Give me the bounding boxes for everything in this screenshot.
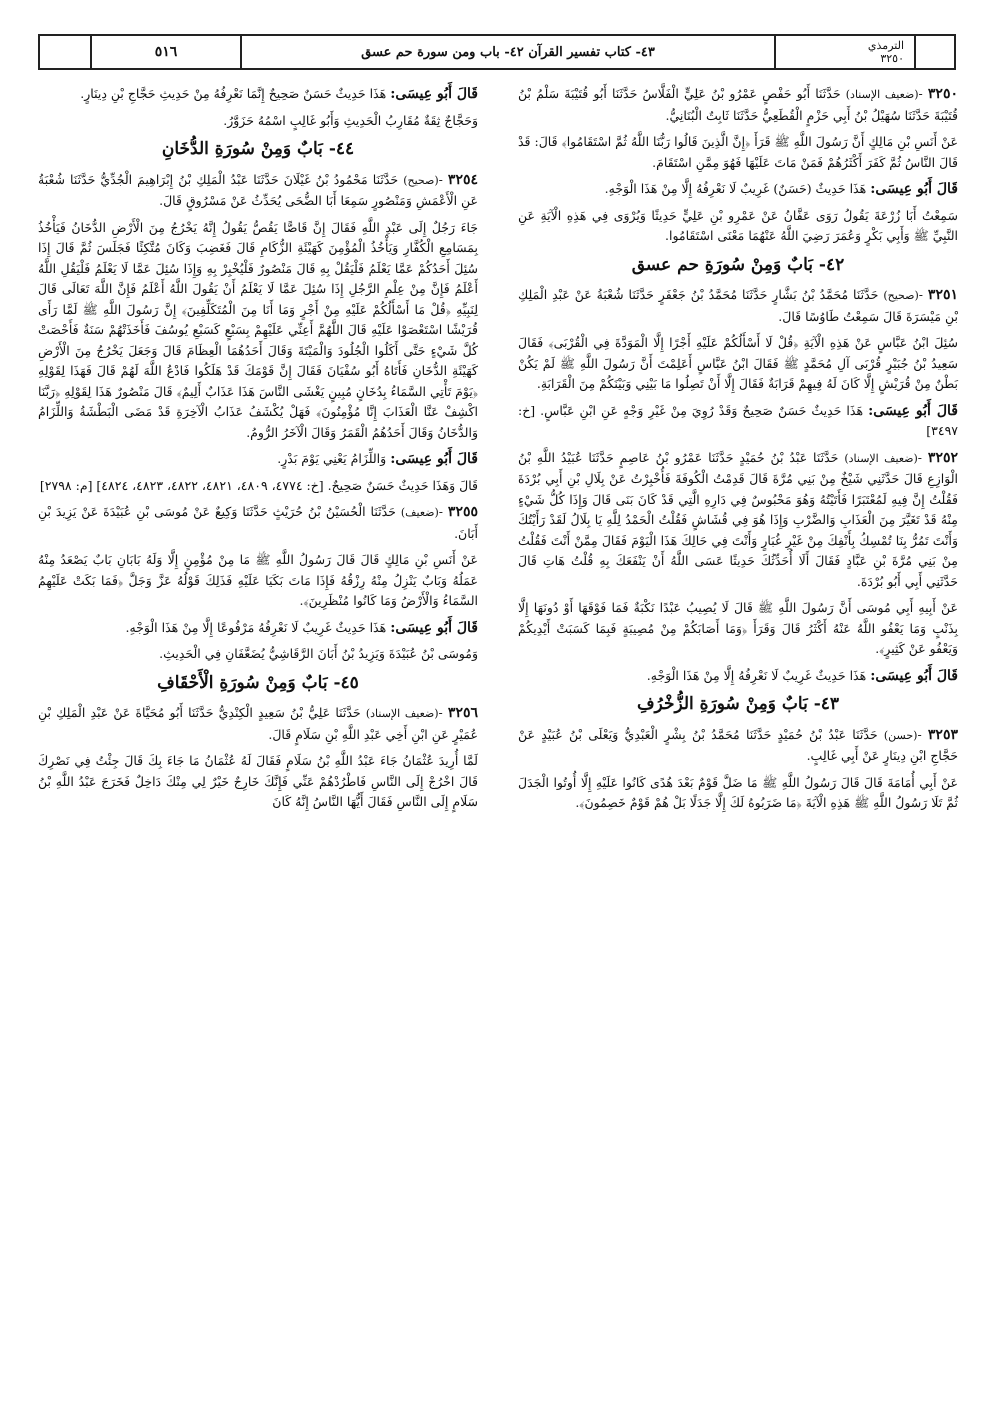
chapter-heading: ٤٥- بَابٌ وَمِنْ سُورَةِ الْأَحْقَافِ xyxy=(157,672,359,693)
hadith-isnad: حَدَّثَنَا أَبُو حَفْصٍ عَمْرُو بْنُ عَلِيٍّ الْفَلَّاسُ حَدَّثَنَا أَبُو قُتَيْبَةَ سَلْمُ بْنُ قُتَيْبَةَ حَدَّثَنَا سُهَيْلُ بْنُ أَبِي حَزْمٍ الْقُطَعِيُّ حَدَّثَنَا ثَابِتٌ الْبُنَانِيُّ. xyxy=(518,86,958,123)
header-reference xyxy=(774,36,914,68)
running-title: ٤٣- كتاب تفسير القرآن ٤٢- باب ومن سورة حم عسق xyxy=(240,36,774,68)
hadith-matn: عَنْ أَبِيهِ أَبِي مُوسَى أَنَّ رَسُولَ اللَّهِ ﷺ قَالَ لَا يُصِيبُ عَبْدًا نَكْبَةٌ فَمَا فَوْقَهَا أَوْ دُونَهَا إِلَّا بِذَنْبٍ وَمَا يَعْفُو اللَّهُ عَنْهُ أَكْثَرُ قَالَ وَقَرَأَ ﴿وَمَا أَصَابَكُمْ مِنْ مُصِيبَةٍ فَبِمَا كَسَبَتْ أَيْدِيكُمْ وَيَعْفُو عَنْ كَثِيرٍ﴾. xyxy=(518,600,958,656)
hadith-grade: (صحيح) xyxy=(403,173,439,187)
abu-isa-comment xyxy=(518,179,958,200)
reference-number: ٣٢٥٠ xyxy=(880,52,904,65)
hadith-note: سَمِعْتُ أَبَا زُرْعَةَ يَقُولُ رَوَى عَفَّانُ عَنْ عَمْرِو بْنِ عَلِيٍّ حَدِيثًا وَيُرْوَى فِي هَذِهِ الْآيَةِ عَنِ النَّبِيِّ ﷺ وَأَبِي بَكْرٍ وَعُمَرَ رَضِيَ اللَّهُ عَنْهُمَا مَعْنَى اسْتَقَامُوا. xyxy=(518,207,958,243)
comment-text: هَذَا حَدِيثٌ (حَسَنٌ) غَرِيبٌ لَا نَعْرِفُهُ إِلَّا مِنْ هَذَا الْوَجْهِ. xyxy=(604,181,867,196)
abu-isa-comment xyxy=(38,84,478,105)
chapter-heading: ٤٢- بَابٌ وَمِنْ سُورَةِ حم عسق xyxy=(631,254,845,275)
abu-isa-comment xyxy=(518,401,958,442)
hadith-number: ٣٢٥٣ xyxy=(927,726,958,743)
hadith-3250: ٣٢٥٠ -(ضعيف الإسناد) حَدَّثَنَا أَبُو حَفْصٍ عَمْرُو بْنُ عَلِيٍّ الْفَلَّاسُ حَدَّثَنَا أَبُو قُتَيْبَةَ سَلْمُ بْنُ قُتَيْبَةَ حَدَّثَنَا سُهَيْلُ بْنُ أَبِي حَزْمٍ الْقُطَعِيُّ حَدَّثَنَا ثَابِتٌ الْبُنَانِيُّ. xyxy=(518,86,958,123)
hadith-number: ٣٢٥٦ xyxy=(447,705,478,721)
hadith-3252: ٣٢٥٢ -(ضعيف الإسناد) حَدَّثَنَا عَبْدُ بْنُ حُمَيْدٍ حَدَّثَنَا عَمْرُو بْنُ عَاصِمٍ حَدَّثَنَا عُبَيْدُ اللَّهِ بْنُ الْوَازِعِ قَالَ حَدَّثَنِي شَيْخٌ مِنْ بَنِي مُرَّةَ قَالَ قَدِمْتُ الْكُوفَةَ فَأُخْبِرْتُ عَنْ بِلَالِ بْنِ أَبِي بُرْدَةَ فَقُلْتُ إِنَّ فِيهِ لَمُعْتَبَرًا فَأَتَيْتُهُ وَهُوَ مَحْبُوسٌ فِي دَارِهِ الَّتِي قَدْ كَانَ بَنَى قَالَ وَإِذَا كُلُّ شَيْءٍ مِنْهُ قَدْ تَغَيَّرَ مِنَ الْعَذَابِ وَالضَّرْبِ وَإِذَا هُوَ فِي قُشَاشٍ فَقُلْتُ الْحَمْدُ لِلَّهِ يَا بِلَالُ لَقَدْ رَأَيْتُكَ وَأَنْتَ تَمُرُّ بِنَا تُمْسِكُ بِأَنْفِكَ مِنْ غَيْرِ غُبَارٍ وَأَنْتَ فِي حَالِكَ هَذَا الْيَوْمَ فَقَالَ مِمَّنْ أَنْتَ فَقُلْتُ مِنْ بَنِي مُرَّةَ بْنِ عَبَّادٍ فَقَالَ أَلَا أُحَدِّثُكَ حَدِيثًا عَسَى اللَّهُ أَنْ يَنْفَعَكَ بِهِ قُلْتُ هَاتِ قَالَ حَدَّثَنِي أَبِي أَبُو بُرْدَةَ. xyxy=(518,449,958,589)
hadith-note: وَمُوسَى بْنُ عُبَيْدَةَ وَيَزِيدُ بْنُ أَبَانَ الرَّقَاشِيُّ يُضَعَّفَانِ فِي الْحَدِيثِ. xyxy=(159,646,478,661)
hadith-grade: (ضعيف الإسناد) xyxy=(845,88,919,101)
hadith-number: ٣٢٥١ xyxy=(927,287,958,303)
comment-text: هَذَا حَدِيثٌ حَسَنٌ صَحِيحٌ وَقَدْ رُوِيَ مِنْ غَيْرِ وَجْهٍ عَنِ ابْنِ عَبَّاسٍ. [خ: ٣٤٩٧] xyxy=(518,402,958,438)
hadith-3251: ٣٢٥١ -(صحيح) حَدَّثَنَا مُحَمَّدُ بْنُ بَشَّارٍ حَدَّثَنَا مُحَمَّدُ بْنُ جَعْفَرٍ حَدَّثَنَا شُعْبَةُ عَنْ عَبْدِ الْمَلِكِ بْنِ مَيْسَرَةَ قَالَ سَمِعْتُ طَاوُسًا قَالَ. xyxy=(518,287,958,324)
abu-isa-label: قَالَ أَبُو عِيسَى: xyxy=(390,619,478,636)
hadith-matn: عَنْ أَبِي أُمَامَةَ قَالَ قَالَ رَسُولُ اللَّهِ ﷺ مَا ضَلَّ قَوْمٌ بَعْدَ هُدًى كَانُوا عَلَيْهِ إِلَّا أُوتُوا الْجَدَلَ ثُمَّ تَلَا رَسُولُ اللَّهِ ﷺ هَذِهِ الْآيَةَ ﴿مَا ضَرَبُوهُ لَكَ إِلَّا جَدَلًا بَلْ هُمْ قَوْمٌ خَصِمُونَ﴾. xyxy=(518,774,958,810)
chapter-heading: ٤٣- بَابٌ وَمِنْ سُورَةِ الزُّخْرُفِ xyxy=(636,694,840,714)
abu-isa-comment xyxy=(38,449,478,470)
hadith-number: ٣٢٥٤ xyxy=(447,171,478,188)
hadith-isnad: حَدَّثَنَا عَبْدُ بْنُ حُمَيْدٍ حَدَّثَنَا عَمْرُو بْنُ عَاصِمٍ حَدَّثَنَا عُبَيْدُ اللَّهِ بْنُ الْوَازِعِ قَالَ حَدَّثَنِي شَيْخٌ مِنْ بَنِي مُرَّةَ قَالَ قَدِمْتُ الْكُوفَةَ فَأُخْبِرْتُ عَنْ بِلَالِ بْنِ أَبِي بُرْدَةَ فَقُلْتُ إِنَّ فِيهِ لَمُعْتَبَرًا فَأَتَيْتُهُ وَهُوَ مَحْبُوسٌ فِي دَارِهِ الَّتِي قَدْ كَانَ بَنَى قَالَ وَإِذَا كُلُّ شَيْءٍ مِنْهُ قَدْ تَغَيَّرَ مِنَ الْعَذَابِ وَالضَّرْبِ وَإِذَا هُوَ فِي قُشَاشٍ فَقُلْتُ الْحَمْدُ لِلَّهِ يَا بِلَالُ لَقَدْ رَأَيْتُكَ وَأَنْتَ تَمُرُّ بِنَا تُمْسِكُ بِأَنْفِكَ مِنْ غَيْرِ غُبَارٍ وَأَنْتَ فِي حَالِكَ هَذَا الْيَوْمَ فَقَالَ مِمَّنْ أَنْتَ فَقُلْتُ مِنْ بَنِي مُرَّةَ بْنِ عَبَّادٍ فَقَالَ أَلَا أُحَدِّثُكَ حَدِيثًا عَسَى اللَّهُ أَنْ يَنْفَعَكَ بِهِ قُلْتُ هَاتِ قَالَ حَدَّثَنِي أَبِي أَبُو بُرْدَةَ. xyxy=(518,449,958,589)
hadith-grade: (ضعيف الإسناد) xyxy=(844,451,918,465)
hadith-isnad: حَدَّثَنَا مُحَمَّدُ بْنُ بَشَّارٍ حَدَّثَنَا مُحَمَّدُ بْنُ جَعْفَرٍ حَدَّثَنَا شُعْبَةُ عَنْ عَبْدِ الْمَلِكِ بْنِ مَيْسَرَةَ قَالَ سَمِعْتُ طَاوُسًا قَالَ. xyxy=(518,287,958,324)
page xyxy=(38,34,958,1374)
abu-isa-label: قَالَ أَبُو عِيسَى: xyxy=(870,667,958,684)
comment-text: هَذَا حَدِيثٌ غَرِيبٌ لَا نَعْرِفُهُ إِلَّا مِنْ هَذَا الْوَجْهِ. xyxy=(646,667,867,683)
hadith-number: ٣٢٥٠ xyxy=(927,86,958,102)
right-column xyxy=(518,84,958,820)
hadith-matn: لَمَّا أُرِيدَ عُثْمَانُ جَاءَ عَبْدُ اللَّهِ بْنُ سَلَامٍ فَقَالَ لَهُ عُثْمَانُ مَا جَاءَ بِكَ قَالَ جِئْتُ فِي نَصْرِكَ قَالَ اخْرُجْ إِلَى النَّاسِ فَاطْرُدْهُمْ عَنِّي فَإِنَّكَ خَارِجٌ خَيْرٌ لِي مِنْكَ دَاخِلٌ فَخَرَجَ عَبْدُ اللَّهِ بْنُ سَلَامٍ إِلَى النَّاسِ فَقَالَ أَيُّهَا النَّاسُ إِنَّهُ كَانَ xyxy=(38,753,478,809)
left-column xyxy=(38,84,478,819)
abu-isa-comment xyxy=(518,666,958,687)
hadith-matn: جَاءَ رَجُلٌ إِلَى عَبْدِ اللَّهِ فَقَالَ إِنَّ قَاصًّا يَقُصُّ يَقُولُ إِنَّهُ يَخْرُجُ مِنَ الْأَرْضِ الدُّخَانُ فَيَأْخُذُ بِمَسَامِعِ الْكُفَّارِ وَيَأْخُذُ الْمُؤْمِنَ كَهَيْئَةِ الزُّكَامِ قَالَ فَغَضِبَ وَكَانَ مُتَّكِئًا فَجَلَسَ ثُمَّ قَالَ إِذَا سُئِلَ أَحَدُكُمْ عَمَّا يَعْلَمُ فَلْيَقُلْ بِهِ قَالَ مَنْصُورٌ فَلْيُخْبِرْ بِهِ وَإِذَا سُئِلَ عَمَّا لَا يَعْلَمُ فَلْيَقُلِ اللَّهُ أَعْلَمُ فَإِنَّ مِنْ عِلْمِ الرَّجُلِ إِذَا سُئِلَ عَمَّا لَا يَعْلَمُ أَنْ يَقُولَ اللَّهُ أَعْلَمُ فَإِنَّ اللَّهَ تَعَالَى قَالَ لِنَبِيِّهِ ﴿قُلْ مَا أَسْأَلُكُمْ عَلَيْهِ مِنْ أَجْرٍ وَمَا أَنَا مِنَ الْمُتَكَلِّفِينَ﴾ إِنَّ رَسُولَ اللَّهِ ﷺ لَمَّا رَأَى قُرَيْشًا اسْتَعْصَوْا عَلَيْهِ قَالَ اللَّهُمَّ أَعِنِّي عَلَيْهِمْ بِسَبْعٍ كَسَبْعِ يُوسُفَ فَأَخَذَتْهُمْ سَنَةٌ فَأَحْصَتْ كُلَّ شَيْءٍ حَتَّى أَكَلُوا الْجُلُودَ وَالْمَيْتَةَ وَقَالَ أَحَدُهُمَا الْعِظَامَ قَالَ وَجَعَلَ يَخْرُجُ مِنَ الْأَرْضِ كَهَيْئَةِ الدُّخَانِ فَأَتَاهُ أَبُو سُفْيَانَ فَقَالَ إِنَّ قَوْمَكَ قَدْ هَلَكُوا فَادْعُ اللَّهَ لَهُمْ قَالَ فَهَذَا لِقَوْلِهِ ﴿يَوْمَ تَأْتِي السَّمَاءُ بِدُخَانٍ مُبِينٍ يَغْشَى النَّاسَ هَذَا عَذَابٌ أَلِيمٌ﴾ قَالَ مَنْصُورٌ هَذَا لِقَوْلِهِ ﴿رَبَّنَا اكْشِفْ عَنَّا الْعَذَابَ إِنَّا مُؤْمِنُونَ﴾ فَهَلْ يُكْشَفُ عَذَابُ الْآخِرَةِ قَدْ مَضَى الْبَطْشَةُ وَاللِّزَامُ وَالدُّخَانُ وَقَالَ أَحَدُهُمُ الْقَمَرُ وَقَالَ الْآخَرُ الرُّومُ. xyxy=(38,219,478,440)
abu-isa-label: قَالَ أَبُو عِيسَى: xyxy=(868,402,958,419)
hadith-3256: ٣٢٥٦ -(ضعيف الإسناد) حَدَّثَنَا عَلِيُّ بْنُ سَعِيدٍ الْكِنْدِيُّ حَدَّثَنَا أَبُو مُحَيَّاةَ عَنْ عَبْدِ الْمَلِكِ بْنِ عُمَيْرٍ عَنِ ابْنِ أَخِي عَبْدِ اللَّهِ بْنِ سَلَامٍ قَالَ. xyxy=(38,705,478,742)
comment-text: هَذَا حَدِيثٌ حَسَنٌ صَحِيحٌ إِنَّمَا نَعْرِفُهُ مِنْ حَدِيثِ حَجَّاجِ بْنِ دِينَارٍ. xyxy=(80,86,387,101)
hadith-matn: عَنْ أَنَسِ بْنِ مَالِكٍ أَنَّ رَسُولَ اللَّهِ ﷺ قَرَأَ ﴿إِنَّ الَّذِينَ قَالُوا رَبُّنَا اللَّهُ ثُمَّ اسْتَقَامُوا﴾ قَالَ: قَدْ قَالَ النَّاسُ ثُمَّ كَفَرَ أَكْثَرُهُمْ فَمَنْ مَاتَ عَلَيْهَا فَهُوَ مِمَّنِ اسْتَقَامَ. xyxy=(518,134,958,170)
hadith-number: ٣٢٥٢ xyxy=(927,449,958,466)
header-cell-blank xyxy=(914,36,954,68)
page-header xyxy=(38,34,956,70)
hadith-grade: (حسن) xyxy=(883,728,918,742)
abu-isa-label: قَالَ أَبُو عِيسَى: xyxy=(870,181,958,197)
hadith-note: وَحَجَّاجٌ ثِقَةٌ مُقَارِبُ الْحَدِيثِ وَأَبُو غَالِبٍ اسْمُهُ حَزَوَّرُ. xyxy=(223,112,478,128)
comment-text: هَذَا حَدِيثٌ غَرِيبٌ لَا نَعْرِفُهُ مَرْفُوعًا إِلَّا مِنْ هَذَا الْوَجْهِ. xyxy=(125,619,387,635)
hadith-3253: ٣٢٥٣ -(حسن) حَدَّثَنَا عَبْدُ بْنُ حُمَيْدٍ حَدَّثَنَا مُحَمَّدُ بْنُ بِشْرٍ الْعَبْدِيُّ وَيَعْلَى بْنُ عُبَيْدٍ عَنْ حَجَّاجِ ابْنِ دِينَارٍ عَنْ أَبِي غَالِبٍ. xyxy=(518,726,958,763)
hadith-isnad: حَدَّثَنَا مَحْمُودُ بْنُ غَيْلَانَ حَدَّثَنَا عَبْدُ الْمَلِكِ بْنُ إِبْرَاهِيمَ الْجُدِّيُّ حَدَّثَنَا شُعْبَةُ عَنِ الْأَعْمَشِ وَمَنْصُورٍ سَمِعَا أَبَا الضُّحَى يُحَدِّثُ عَنْ مَسْرُوقٍ قَالَ. xyxy=(38,171,478,208)
hadith-reference: قَالَ وَهَذَا حَدِيثٌ حَسَنٌ صَحِيحٌ. [خ: ٤٧٧٤، ٤٨٠٩، ٤٨٢١، ٤٨٢٢، ٤٨٢٣، ٤٨٢٤] [م: ٢٧٩٨] xyxy=(39,477,478,493)
hadith-grade: (ضعيف الإسناد) xyxy=(365,707,439,720)
hadith-isnad: حَدَّثَنَا الْحُسَيْنُ بْنُ حُرَيْثٍ حَدَّثَنَا وَكِيعٌ عَنْ مُوسَى بْنِ عُبَيْدَةَ عَنْ يَزِيدَ بْنِ أَبَانَ. xyxy=(38,504,478,541)
hadith-isnad: حَدَّثَنَا عَلِيُّ بْنُ سَعِيدٍ الْكِنْدِيُّ حَدَّثَنَا أَبُو مُحَيَّاةَ عَنْ عَبْدِ الْمَلِكِ بْنِ عُمَيْرٍ عَنِ ابْنِ أَخِي عَبْدِ اللَّهِ بْنِ سَلَامٍ قَالَ. xyxy=(38,705,478,742)
hadith-isnad: حَدَّثَنَا عَبْدُ بْنُ حُمَيْدٍ حَدَّثَنَا مُحَمَّدُ بْنُ بِشْرٍ الْعَبْدِيُّ وَيَعْلَى بْنُ عُبَيْدٍ عَنْ حَجَّاجِ ابْنِ دِينَارٍ عَنْ أَبِي غَالِبٍ. xyxy=(518,726,958,763)
hadith-grade: (صحيح) xyxy=(883,289,919,302)
hadith-matn: سُئِلَ ابْنُ عَبَّاسٍ عَنْ هَذِهِ الْآيَةِ ﴿قُلْ لَا أَسْأَلُكُمْ عَلَيْهِ أَجْرًا إِلَّا الْمَوَدَّةَ فِي الْقُرْبَى﴾ فَقَالَ سَعِيدُ بْنُ جُبَيْرٍ قُرْبَى آلِ مُحَمَّدٍ ﷺ فَقَالَ ابْنُ عَبَّاسٍ أَعَلِمْتَ أَنَّ رَسُولَ اللَّهِ ﷺ لَمْ يَكُنْ بَطْنٌ مِنْ قُرَيْشٍ إِلَّا كَانَ لَهُ فِيهِمْ قَرَابَةٌ فَقَالَ إِلَّا أَنْ تَصِلُوا مَا بَيْنِي وَبَيْنَكُمْ مِنَ الْقَرَابَةِ. xyxy=(518,335,958,391)
abu-isa-label: قَالَ أَبُو عِيسَى: xyxy=(390,86,478,102)
hadith-matn: عَنْ أَنَسِ بْنِ مَالِكٍ قَالَ قَالَ رَسُولُ اللَّهِ ﷺ مَا مِنْ مُؤْمِنٍ إِلَّا وَلَهُ بَابَانِ بَابٌ يَصْعَدُ مِنْهُ عَمَلُهُ وَبَابٌ يَنْزِلُ مِنْهُ رِزْقُهُ فَإِذَا مَاتَ بَكَيَا عَلَيْهِ فَذَلِكَ قَوْلُهُ عَزَّ وَجَلَّ ﴿فَمَا بَكَتْ عَلَيْهِمُ السَّمَاءُ وَالْأَرْضُ وَمَا كَانُوا مُنْظَرِينَ﴾. xyxy=(38,552,478,608)
comment-text: وَاللِّزَامُ يَعْنِي يَوْمَ بَدْرٍ. xyxy=(277,451,387,466)
hadith-3255: ٣٢٥٥ -(ضعيف) حَدَّثَنَا الْحُسَيْنُ بْنُ حُرَيْثٍ حَدَّثَنَا وَكِيعٌ عَنْ مُوسَى بْنِ عُبَيْدَةَ عَنْ يَزِيدَ بْنِ أَبَانَ. xyxy=(38,504,478,541)
chapter-heading: ٤٤- بَابٌ وَمِنْ سُورَةِ الدُّخَانِ xyxy=(161,139,355,159)
page-number: ٥١٦ xyxy=(90,36,240,68)
hadith-3254: ٣٢٥٤ -(صحيح) حَدَّثَنَا مَحْمُودُ بْنُ غَيْلَانَ حَدَّثَنَا عَبْدُ الْمَلِكِ بْنُ إِبْرَاهِيمَ الْجُدِّيُّ حَدَّثَنَا شُعْبَةُ عَنِ الْأَعْمَشِ وَمَنْصُورٍ سَمِعَا أَبَا الضُّحَى يُحَدِّثُ عَنْ مَسْرُوقٍ قَالَ. xyxy=(38,171,478,208)
hadith-number: ٣٢٥٥ xyxy=(447,504,478,520)
hadith-grade: (ضعيف) xyxy=(400,506,439,519)
header-cell-blank xyxy=(40,36,90,68)
abu-isa-comment xyxy=(38,618,478,639)
reference-book: الترمذي xyxy=(867,39,904,52)
abu-isa-label: قَالَ أَبُو عِيسَى: xyxy=(390,451,478,467)
